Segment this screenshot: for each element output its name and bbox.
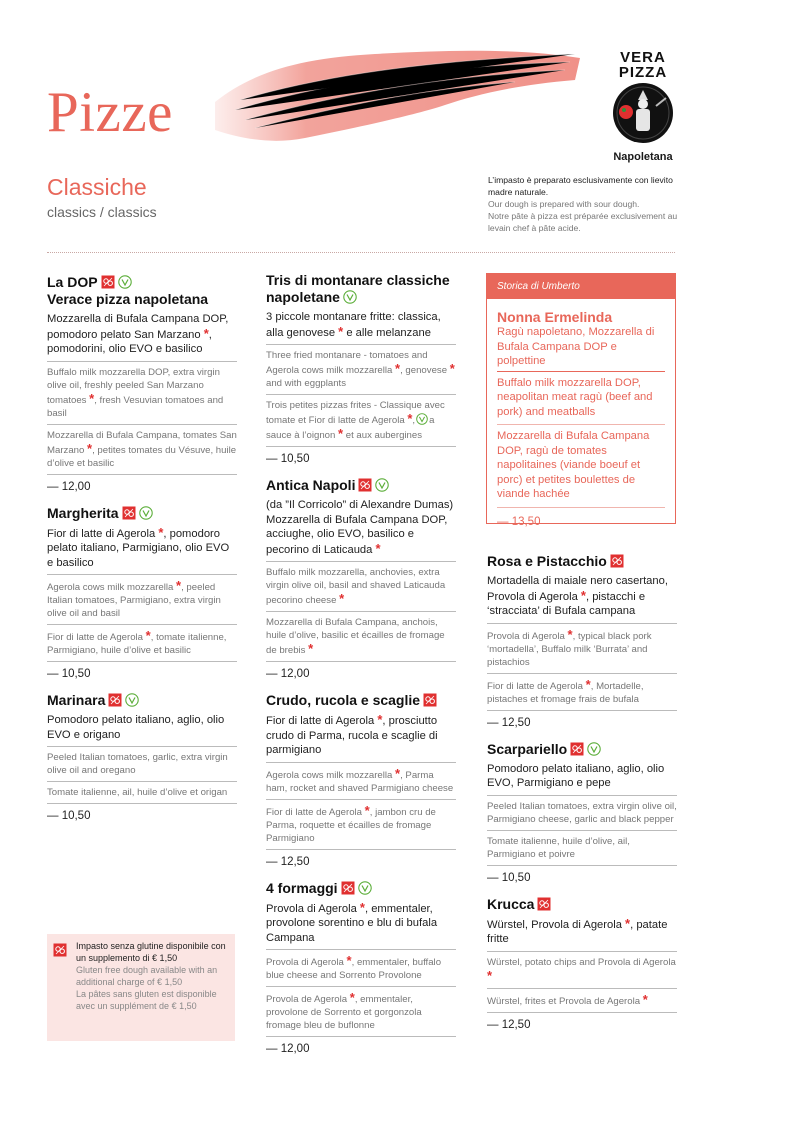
item-subname: Verace pizza napoletana	[47, 291, 209, 307]
menu-column-1	[47, 274, 237, 834]
red-star-icon: *	[625, 915, 631, 931]
item-desc-fr: Trois petites pizzas frites - Classique avec tomate et Fior di latte de Agerola *, a sauce à l’oignon * et aux aubergines	[266, 395, 456, 447]
item-name: Krucca	[487, 896, 677, 913]
red-star-icon: *	[203, 325, 209, 341]
red-star-icon: *	[349, 990, 355, 1005]
item-desc-fr: Mozzarella di Bufala Campana, tomates San Marzano *, petites tomates du Vésuve, huile d’olive et basilic	[47, 425, 237, 475]
special-desc-it: Ragù napoletano, Mozzarella di Bufala Campana DOP e polpettine	[497, 325, 665, 372]
item-desc-en: Three fried montanare - tomatoes and Agerola cows milk mozzarella *, genovese * and with eggplants	[266, 345, 456, 395]
item-desc-it: Mortadella di maiale nero casertano, Provola di Agerola *, pistacchi e ‘stracciata’ di Bufala campana	[487, 574, 677, 624]
dop-square-icon	[122, 506, 136, 520]
section-subtitle: classics / classics	[47, 204, 157, 220]
red-star-icon: *	[145, 628, 151, 643]
special-desc-fr: Mozzarella di Bufala Campana DOP, ragù de tomates napolitaines (viande boeuf et porc) et petites boulettes de viande hachée	[497, 429, 665, 508]
item-desc-en: Buffalo milk mozzarella, anchovies, extra virgin olive oil, basil and shaved Laticauda pecorino cheese *	[266, 562, 456, 612]
menu-item-krucca	[487, 896, 677, 1031]
item-desc-en: Buffalo milk mozzarella DOP, extra virgin olive oil, freshly peeled San Marzano tomatoes *, fresh Vesuvian tomatoes and basil	[47, 362, 237, 425]
item-name: Rosa e Pistacchio	[487, 553, 677, 570]
dotted-divider	[47, 252, 675, 253]
gluten-note-en: Gluten free dough available with an additional charge of € 1,50	[76, 965, 218, 987]
item-desc-fr: Tomate italienne, ail, huile d’olive et origan	[47, 782, 237, 804]
logo-line1: VERA	[620, 49, 666, 66]
dop-square-icon	[537, 897, 551, 911]
item-price: — 12,50	[487, 716, 531, 729]
menu-item-antica-napoli	[266, 477, 456, 680]
dop-square-icon	[570, 742, 584, 756]
item-price: — 12,00	[266, 1043, 310, 1055]
red-star-icon: *	[395, 361, 401, 376]
item-desc-fr: Würstel, frites et Provola de Agerola *	[487, 989, 677, 1013]
item-desc-it: Provola di Agerola *, emmentaler, provolone sorentino e blu di bufala Campana	[266, 901, 456, 951]
item-price: — 10,50	[47, 668, 91, 680]
item-name: La DOP	[47, 274, 237, 291]
item-desc-it: Pomodoro pelato italiano, aglio, olio EVO, Parmigiano e pepe	[487, 762, 677, 796]
dop-square-icon	[108, 693, 122, 707]
red-star-icon: *	[87, 440, 93, 456]
item-desc-fr: Fior di latte de Agerola *, jambon cru de Parma, roquette et écailles de fromage Parmigiano	[266, 800, 456, 850]
item-desc-it: Pomodoro pelato italiano, aglio, olio EVO e origano	[47, 713, 237, 747]
dough-note-fr: Notre pâte à pizza est préparée exclusivement au levain chef à pâte acide.	[488, 211, 678, 233]
logo-line3: Napoletana	[613, 151, 673, 163]
menu-item-crudo-rucola	[266, 692, 456, 868]
menu-item-scarpariello	[487, 741, 677, 884]
item-price: — 10,50	[487, 871, 531, 884]
item-name: 4 formaggi	[266, 880, 456, 897]
dop-square-icon	[358, 478, 372, 492]
menu-item-tris-montanare	[266, 272, 456, 465]
item-price: — 10,50	[47, 810, 91, 822]
item-name: Marinara	[47, 692, 237, 709]
red-star-icon: *	[585, 676, 591, 692]
item-desc-fr: Fior di latte de Agerola *, Mortadelle, pistaches et fromage frais de bufala	[487, 674, 677, 711]
brush-stroke-decoration	[215, 40, 580, 145]
item-desc-en: Peeled Italian tomatoes, garlic, extra virgin olive oil and oregano	[47, 747, 237, 782]
red-star-icon: *	[487, 967, 493, 983]
menu-item-margherita	[47, 505, 237, 681]
gluten-note-it: Impasto senza glutine disponibile con un supplemento di € 1,50	[76, 941, 226, 963]
item-price: — 10,50	[266, 453, 310, 465]
gluten-note-fr: La pâtes sans gluten est disponible avec un supplément de € 1,50	[76, 989, 217, 1011]
red-star-icon: *	[338, 323, 344, 339]
vegetarian-icon	[375, 478, 389, 492]
gluten-free-note	[47, 934, 235, 1041]
item-desc-it: Fior di latte di Agerola *, prosciutto crudo di Parma, rucola e scaglie di parmigiano	[266, 713, 456, 763]
item-desc-en: Agerola cows milk mozzarella *, Parma ham, rocket and shaved Parmigiano cheese	[266, 763, 456, 800]
red-star-icon: *	[338, 426, 344, 441]
pulcinella-emblem-icon	[612, 82, 674, 144]
red-star-icon: *	[364, 802, 370, 818]
item-desc-it: Mozzarella di Bufala Campana DOP, pomodoro pelato San Marzano *, pomodorini, olio EVO e basilico	[47, 312, 237, 362]
section-title: Classiche	[47, 174, 147, 200]
red-star-icon: *	[176, 578, 182, 593]
item-name: Antica Napoli	[266, 477, 456, 494]
red-star-icon: *	[567, 626, 573, 642]
item-name: Crudo, rucola e scaglie	[266, 692, 456, 709]
menu-item-4-formaggi	[266, 880, 456, 1056]
menu-column-3	[487, 553, 677, 1043]
dop-square-icon	[53, 943, 67, 957]
vegetarian-icon	[343, 290, 357, 304]
item-desc-it: 3 piccole montanare fritte: classica, alla genovese * e alle melanzane	[266, 310, 456, 345]
dop-square-icon	[101, 275, 115, 289]
red-star-icon: *	[339, 591, 345, 606]
item-desc-fr: Fior di latte de Agerola *, tomate italienne, Parmigiano, huile d’olive et basilic	[47, 625, 237, 662]
vera-pizza-logo	[603, 50, 683, 163]
dough-note-en: Our dough is prepared with sour dough.	[488, 199, 640, 209]
item-desc-it: Würstel, Provola di Agerola *, patate fritte	[487, 917, 677, 952]
item-name: Tris di montanare classiche napoletane	[266, 272, 450, 305]
vegetarian-icon	[118, 275, 132, 289]
red-star-icon: *	[642, 991, 648, 1007]
item-price: — 12,00	[266, 668, 310, 680]
vegetarian-icon	[587, 742, 601, 756]
item-desc-fr: Tomate italienne, huile d’olive, ail, Parmigiano et poivre	[487, 831, 677, 866]
vegetarian-icon	[416, 413, 428, 425]
item-desc-en: Agerola cows milk mozzarella *, peeled Italian tomatoes, Parmigiano, extra virgin olive oil and basil	[47, 575, 237, 625]
item-desc-en: Peeled Italian tomatoes, extra virgin olive oil, Parmigiano cheese, garlic and black pepper	[487, 796, 677, 831]
red-star-icon: *	[407, 411, 413, 426]
vegetarian-icon	[139, 506, 153, 520]
item-price: — 12,50	[266, 855, 310, 868]
dough-note-it: L’impasto è preparato esclusivamente con lievito madre naturale.	[488, 175, 673, 197]
item-name: Margherita	[47, 505, 237, 522]
dop-square-icon	[610, 554, 624, 568]
section-header	[47, 174, 157, 220]
vegetarian-icon	[358, 881, 372, 895]
red-star-icon: *	[308, 641, 314, 656]
red-star-icon: *	[158, 524, 164, 540]
item-desc-fr: Provola de Agerola *, emmentaler, provolone de Sorrento et gorgonzola fromage bleu de buflonne	[266, 987, 456, 1037]
item-desc-it: (da ”Il Corricolo” di Alexandre Dumas) Mozzarella di Bufala Campana DOP, acciughe, olio EVO, basilico e pecorino di Laticauda *	[266, 498, 456, 562]
special-pizza-box	[486, 273, 676, 528]
item-price: — 12,00	[47, 480, 91, 493]
item-desc-en: Provola di Agerola *, typical black pork ‘mortadella’, Buffalo milk ‘Burrata’ and pistachios	[487, 624, 677, 674]
item-name: Scarpariello	[487, 741, 677, 758]
red-star-icon: *	[346, 953, 352, 968]
red-star-icon: *	[449, 361, 455, 376]
item-desc-it: Fior di latte di Agerola *, pomodoro pelato italiano, Parmigiano, olio EVO e basilico	[47, 526, 237, 576]
red-star-icon: *	[359, 899, 365, 915]
dough-note	[488, 174, 678, 234]
logo-line2: PIZZA	[618, 64, 668, 81]
dop-square-icon	[341, 881, 355, 895]
menu-item-marinara	[47, 692, 237, 822]
menu-column-2	[266, 272, 456, 1067]
red-star-icon: *	[375, 540, 381, 556]
special-desc-en: Buffalo milk mozzarella DOP, neapolitan meat ragù (beef and pork) and meatballs	[497, 376, 665, 426]
menu-item-rosa-pistacchio	[487, 553, 677, 729]
special-banner: Storica di Umberto	[487, 274, 675, 299]
menu-item-la-dop	[47, 274, 237, 493]
special-name: Nonna Ermelinda	[497, 309, 613, 325]
special-price: — 13,50	[497, 515, 541, 528]
dop-square-icon	[423, 693, 437, 707]
vegetarian-icon	[125, 693, 139, 707]
red-star-icon: *	[89, 390, 95, 406]
item-price: — 12,50	[487, 1018, 531, 1031]
red-star-icon: *	[580, 587, 586, 603]
page-title: Pizze	[47, 81, 173, 144]
red-star-icon: *	[377, 712, 383, 727]
item-desc-en: Würstel, potato chips and Provola di Agerola *	[487, 952, 677, 989]
red-star-icon: *	[395, 765, 401, 781]
item-desc-en: Provola di Agerola *, emmentaler, buffalo blue cheese and Sorrento Provolone	[266, 950, 456, 987]
item-desc-fr: Mozzarella di Bufala Campana, anchois, huile d’olive, basilic et écailles de fromage de brebis *	[266, 612, 456, 662]
